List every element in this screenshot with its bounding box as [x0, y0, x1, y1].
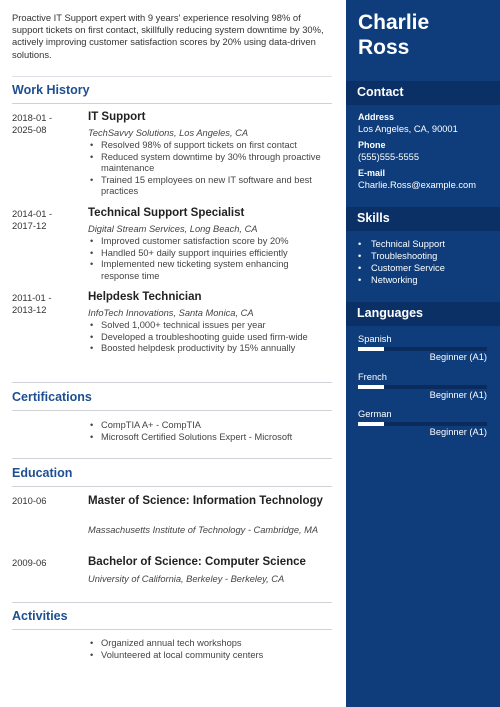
divider: [12, 629, 332, 630]
list-item: • Reduced system downtime by 30% through proactive maintenance: [88, 152, 328, 175]
language-proficiency-bar: [358, 385, 487, 389]
language-proficiency-bar: [358, 422, 487, 426]
section-title-activities: Activities: [12, 609, 68, 623]
email-label: E-mail: [358, 168, 386, 178]
section-title-contact: Contact: [357, 85, 404, 99]
section-header-languages: [346, 302, 500, 326]
section-header-skills: [346, 207, 500, 231]
education-degree: Bachelor of Science: Computer Science: [88, 556, 306, 568]
list-item: • Organized annual tech workshops: [88, 638, 328, 650]
education-school: Massachusetts Institute of Technology - Cambridge, MA: [88, 525, 319, 535]
divider: [12, 486, 332, 487]
divider: [12, 410, 332, 411]
language-proficiency-bar: [358, 347, 487, 351]
skills-list: [358, 238, 445, 286]
job-title: Technical Support Specialist: [88, 207, 245, 219]
job-bullets: [88, 140, 328, 198]
job-company: TechSavvy Solutions, Los Angeles, CA: [88, 128, 249, 138]
list-item: • Networking: [358, 274, 445, 286]
divider: [12, 382, 332, 383]
email-value[interactable]: Charlie.Ross@example.com: [358, 180, 476, 190]
language-level: Beginner (A1): [429, 352, 487, 362]
phone-value: (555)555-5555: [358, 152, 419, 162]
divider: [12, 458, 332, 459]
education-date: 2009-06: [12, 557, 47, 568]
address-label: Address: [358, 112, 395, 122]
language-proficiency-fill: [358, 422, 384, 426]
list-item: • Customer Service: [358, 262, 445, 274]
education-degree: Master of Science: Information Technology: [88, 495, 323, 507]
language-level: Beginner (A1): [429, 427, 487, 437]
job-dates: 2018-01 - 2025-08: [12, 112, 53, 135]
divider: [12, 76, 332, 77]
job-bullets: [88, 236, 328, 282]
list-item: • Handled 50+ daily support inquiries efficiently: [88, 248, 328, 260]
job-dates: 2014-01 - 2017-12: [12, 208, 53, 231]
job-company: InfoTech Innovations, Santa Monica, CA: [88, 308, 254, 318]
professional-summary: Proactive IT Support expert with 9 years' experience resolving 98% of support tickets on first contact, skillfully reducing system downtime by 30%, actively improving customer satisfaction scores by 20% using data-driven solutions.: [12, 12, 324, 60]
section-header-contact: [346, 81, 500, 105]
list-item: • Troubleshooting: [358, 250, 445, 262]
divider: [12, 602, 332, 603]
section-title-languages: Languages: [357, 306, 423, 320]
candidate-name: [358, 10, 429, 60]
education-school: University of California, Berkeley - Berkeley, CA: [88, 574, 285, 584]
list-item: • Resolved 98% of support tickets on first contact: [88, 140, 328, 152]
section-title-skills: Skills: [357, 211, 390, 225]
address-value: Los Angeles, CA, 90001: [358, 124, 458, 134]
list-item: • Developed a troubleshooting guide used firm-wide: [88, 332, 328, 344]
list-item: • Solved 1,000+ technical issues per year: [88, 320, 328, 332]
sidebar: [346, 0, 500, 707]
section-title-education: Education: [12, 466, 73, 480]
education-date: 2010-06: [12, 495, 47, 506]
section-title-certifications: Certifications: [12, 390, 92, 404]
list-item: • CompTIA A+ - CompTIA: [88, 420, 328, 432]
list-item: • Microsoft Certified Solutions Expert - Microsoft: [88, 432, 328, 444]
language-proficiency-fill: [358, 385, 384, 389]
language-name: Spanish: [358, 334, 392, 344]
certifications-list: [88, 420, 328, 443]
language-name: German: [358, 409, 392, 419]
language-name: French: [358, 372, 387, 382]
job-dates: 2011-01 - 2013-12: [12, 292, 52, 315]
first-name: Charlie: [358, 11, 430, 34]
divider: [12, 103, 332, 104]
list-item: • Improved customer satisfaction score by 20%: [88, 236, 328, 248]
activities-list: [88, 638, 328, 661]
job-bullets: [88, 320, 328, 355]
last-name: Ross: [358, 36, 410, 59]
job-title: Helpdesk Technician: [88, 291, 202, 303]
list-item: • Trained 15 employees on new IT software and best practices: [88, 175, 328, 198]
list-item: • Boosted helpdesk productivity by 15% annually: [88, 343, 328, 355]
list-item: • Implemented new ticketing system enhancing response time: [88, 259, 328, 282]
job-company: Digital Stream Services, Long Beach, CA: [88, 224, 258, 234]
language-level: Beginner (A1): [429, 390, 487, 400]
job-title: IT Support: [88, 111, 146, 123]
list-item: • Technical Support: [358, 238, 445, 250]
list-item: • Volunteered at local community centers: [88, 650, 328, 662]
section-title-work-history: Work History: [12, 83, 90, 97]
phone-label: Phone: [358, 140, 386, 150]
language-proficiency-fill: [358, 347, 384, 351]
